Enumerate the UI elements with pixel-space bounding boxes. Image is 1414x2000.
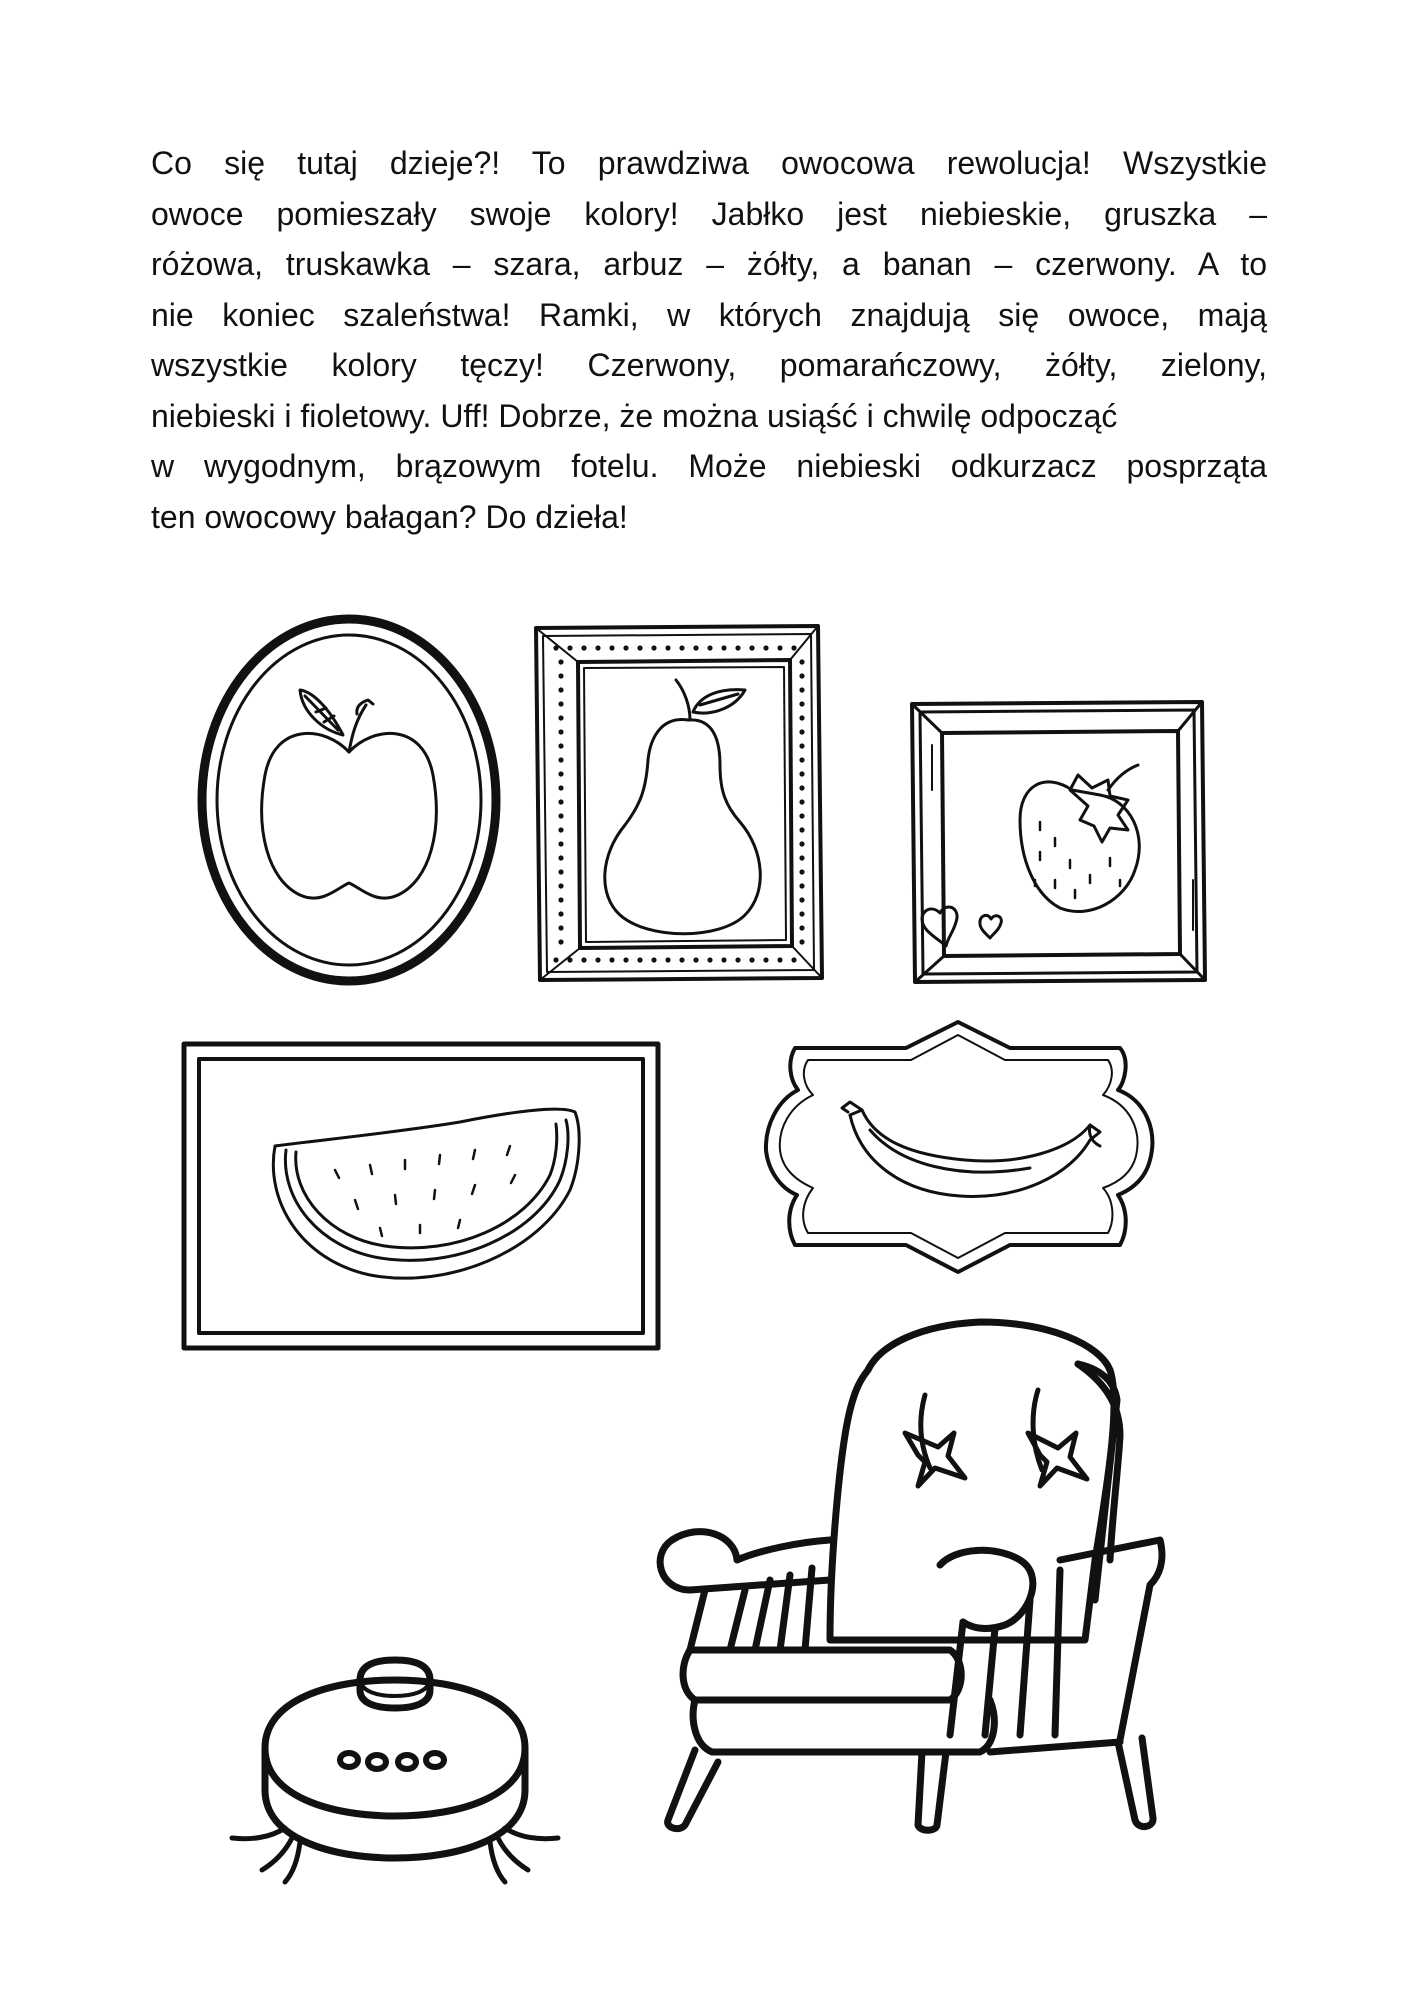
frame-dot	[721, 645, 726, 650]
heart-icon	[980, 915, 1001, 938]
robot-vacuum-icon	[232, 1660, 558, 1882]
story-line: wszystkie kolory tęczy! Czerwony, pomarańczowy, żółty, zielony,	[151, 347, 1267, 383]
story-line: owoce pomieszały swoje kolory! Jabłko jest niebieskie, gruszka –	[151, 195, 1267, 232]
frame-dot	[799, 855, 804, 860]
frame-dot	[799, 939, 804, 944]
frame-dot	[581, 957, 586, 962]
watermelon-icon	[273, 1109, 579, 1278]
frame-dot	[558, 799, 563, 804]
frame-dot	[651, 645, 656, 650]
story-line: różowa, truskawka – szara, arbuz – żółty, a banan – czerwony. A to	[151, 246, 1267, 282]
frame-dot	[558, 687, 563, 692]
frame-dot	[558, 785, 563, 790]
frame-dot	[623, 957, 628, 962]
frame-dot	[558, 813, 563, 818]
frame-dot	[609, 957, 614, 962]
frame-dot	[707, 957, 712, 962]
frame-dot	[799, 729, 804, 734]
frame-dot	[735, 645, 740, 650]
heart-icon	[922, 907, 957, 946]
frame-dot	[763, 957, 768, 962]
armchair-icon	[660, 1322, 1162, 1830]
frame-dot	[799, 715, 804, 720]
sparkle-icon	[905, 1433, 965, 1486]
strawberry-icon	[1020, 765, 1139, 912]
frame-dot	[799, 897, 804, 902]
pear-icon	[605, 680, 761, 934]
frame-dot	[777, 957, 782, 962]
frame-dot	[558, 841, 563, 846]
frame-dot	[558, 897, 563, 902]
frame-dot	[799, 883, 804, 888]
vacuum-buttons	[340, 1753, 444, 1769]
watermelon-seeds	[335, 1146, 515, 1236]
frame-dot	[693, 645, 698, 650]
frame-dot	[735, 957, 740, 962]
frame-dot	[558, 771, 563, 776]
banana-icon	[842, 1102, 1100, 1196]
frame-dot	[799, 673, 804, 678]
frame-dot	[777, 645, 782, 650]
frame-dot	[763, 645, 768, 650]
frame-dot	[799, 813, 804, 818]
story-line: nie koniec szaleństwa! Ramki, w których znajdują się owoce, mają	[151, 296, 1267, 333]
frame-dots	[553, 645, 804, 962]
frame-dot	[558, 673, 563, 678]
story-line: w wygodnym, brązowym fotelu. Może niebieski odkurzacz posprząta	[151, 448, 1267, 484]
frame-dot	[558, 729, 563, 734]
frame-dot	[799, 785, 804, 790]
frame-dot	[799, 757, 804, 762]
frame-dot	[791, 645, 796, 650]
frame-dot	[799, 659, 804, 664]
frame-dot	[558, 743, 563, 748]
frame-dot	[567, 957, 572, 962]
frame-dot	[799, 743, 804, 748]
frame-dot	[553, 957, 558, 962]
frame-dot	[651, 957, 656, 962]
story-line: ten owocowy bałagan? Do dzieła!	[151, 498, 628, 535]
dotted-frame	[536, 626, 822, 980]
frame-dot	[609, 645, 614, 650]
bevel-frame	[912, 702, 1205, 982]
apple-icon	[262, 690, 437, 898]
frame-dot	[558, 701, 563, 706]
frame-dot	[558, 757, 563, 762]
frame-dot	[799, 841, 804, 846]
story-line: Co się tutaj dzieje?! To prawdziwa owocowa rewolucja! Wszystkie	[151, 145, 1267, 181]
frame-dot	[558, 827, 563, 832]
frame-dot	[595, 645, 600, 650]
frame-dot	[799, 911, 804, 916]
frame-dot	[581, 645, 586, 650]
frame-dot	[637, 957, 642, 962]
frame-dot	[693, 957, 698, 962]
frame-dot	[799, 827, 804, 832]
frame-dot	[799, 701, 804, 706]
frame-dot	[665, 957, 670, 962]
frame-dot	[799, 687, 804, 692]
frame-dot	[791, 957, 796, 962]
double-frame	[184, 1044, 658, 1348]
frame-dot	[749, 957, 754, 962]
frame-dot	[623, 645, 628, 650]
oval-frame	[202, 619, 496, 981]
frame-dot	[558, 883, 563, 888]
frame-dot	[799, 771, 804, 776]
frame-dot	[721, 957, 726, 962]
frame-dot	[637, 645, 642, 650]
frame-dot	[558, 659, 563, 664]
frame-dot	[799, 925, 804, 930]
frame-dot	[665, 645, 670, 650]
frame-dot	[558, 715, 563, 720]
frame-dot	[679, 645, 684, 650]
story-line: niebieski i fioletowy. Uff! Dobrze, że można usiąść i chwilę odpocząć	[151, 397, 1118, 434]
frame-dot	[749, 645, 754, 650]
frame-dot	[558, 911, 563, 916]
frame-dot	[567, 645, 572, 650]
frame-dot	[553, 645, 558, 650]
frame-dot	[799, 799, 804, 804]
frame-dot	[558, 939, 563, 944]
frame-dot	[799, 869, 804, 874]
frame-dot	[679, 957, 684, 962]
frame-dot	[595, 957, 600, 962]
ornamental-frame	[766, 1022, 1152, 1272]
frame-dot	[707, 645, 712, 650]
frame-dot	[558, 925, 563, 930]
frame-dot	[558, 855, 563, 860]
frame-dot	[558, 869, 563, 874]
